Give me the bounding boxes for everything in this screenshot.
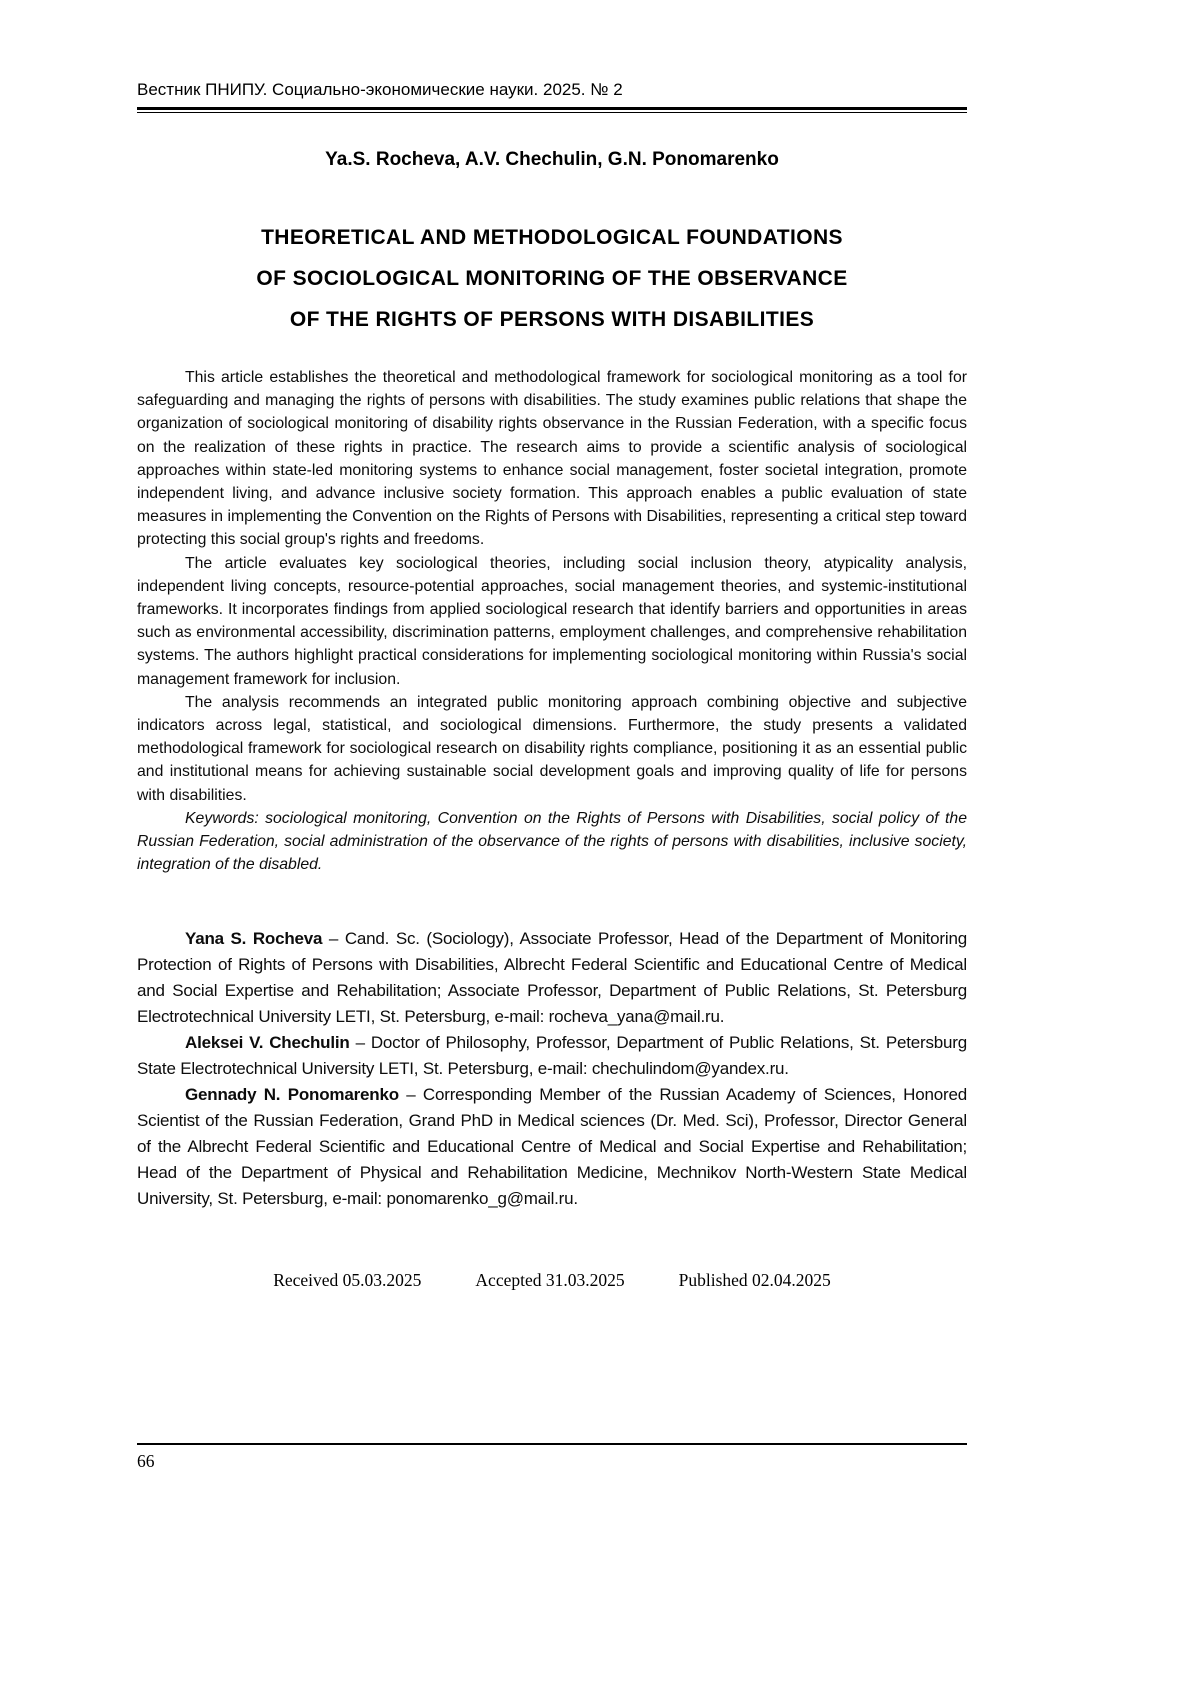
title-line-3: OF THE RIGHTS OF PERSONS WITH DISABILITIES: [289, 308, 815, 331]
page-footer: [137, 1443, 967, 1472]
author-bio-ponomarenko: [137, 1082, 967, 1212]
title-line-1: THEORETICAL AND METHODOLOGICAL FOUNDATIONS: [261, 226, 843, 249]
author-bio-name: Gennady N. Ponomarenko: [185, 1085, 399, 1105]
received-date: Received 05.03.2025: [273, 1270, 422, 1291]
author-bio-text: – Doctor of Philosophy, Professor, Department of Public Relations, St. Petersburg State Electrotechnical University LETI, St. Petersburg, e-mail: chechulindom@yandex.ru.: [137, 1033, 967, 1079]
article-dates: [137, 1270, 967, 1291]
abstract-paragraph-3: The analysis recommends an integrated public monitoring approach combining objective and subjective indicators across legal, statistical, and sociological dimensions. Furthermore, the study presents a validated methodological framework for sociological research on disability rights compliance, positioning it as an essential public and institutional means for achieving sustainable social development goals and improving quality of life for persons with disabilities.: [137, 693, 967, 804]
page-number: 66: [137, 1451, 155, 1471]
title-line-2: OF SOCIOLOGICAL MONITORING OF THE OBSERVANCE: [256, 267, 848, 290]
abstract-paragraph-1: This article establishes the theoretical and methodological framework for sociological monitoring as a tool for safeguarding and managing the rights of persons with disabilities. The study examines public relations that shape the organization of sociological monitoring of disability rights observance in the Russian Federation, with a specific focus on the realization of these rights in practice. The research aims to provide a scientific analysis of sociological approaches within state-led monitoring systems to enhance social management, foster societal integration, promote independent living, and advance inclusive society formation. This approach enables a public evaluation of state measures in implementing the Convention on the Rights of Persons with Disabilities, representing a critical step toward protecting this social group's rights and freedoms.: [137, 369, 967, 549]
page-content: [137, 0, 967, 1291]
journal-running-head: [137, 80, 967, 113]
header-rule-thick: [137, 107, 967, 110]
abstract-section: [137, 366, 967, 876]
authors-line: Ya.S. Rocheva, A.V. Chechulin, G.N. Ponomarenko: [325, 149, 779, 170]
journal-title: Вестник ПНИПУ. Социально-экономические науки. 2025. № 2: [137, 80, 623, 99]
header-rule-thin: [137, 112, 967, 113]
author-bio-text: – Cand. Sc. (Sociology), Associate Professor, Head of the Department of Monitoring Protection of Rights of Persons with Disabilities, Albrecht Federal Scientific and Educational Centre of Medical and Social Expertise and Rehabilitation; Associate Professor, Department of Public Relations, St. Petersburg Electrotechnical University LETI, St. Petersburg, e-mail: rocheva_yana@mail.ru.: [137, 929, 967, 1027]
author-bio-chechulin: [137, 1030, 967, 1082]
author-bio-text: – Corresponding Member of the Russian Academy of Sciences, Honored Scientist of the Russian Federation, Grand PhD in Medical sciences (Dr. Med. Sci), Professor, Director General of the Albrecht Federal Scientific and Educational Centre of Medical and Social Expertise and Rehabilitation; Head of the Department of Physical and Rehabilitation Medicine, Mechnikov North-Western State Medical University, St. Petersburg, e-mail: ponomarenko_g@mail.ru.: [137, 1085, 967, 1209]
published-date: Published 02.04.2025: [678, 1270, 831, 1291]
author-bio-name: Aleksei V. Chechulin: [185, 1033, 350, 1053]
keywords-text: sociological monitoring, Convention on the Rights of Persons with Disabilities, social policy of the Russian Federation, social administration of the observance of the rights of persons with disabilities, inclusive society, integration of the disabled.: [137, 809, 967, 874]
keywords-paragraph: [137, 807, 967, 877]
keywords-label: Keywords:: [185, 809, 259, 827]
author-bio-rocheva: [137, 926, 967, 1030]
abstract-paragraph-2: The article evaluates key sociological theories, including social inclusion theory, atypicality analysis, independent living concepts, resource-potential approaches, social management theories, and systemic-institutional frameworks. It incorporates findings from applied sociological research that identify barriers and opportunities in areas such as environmental accessibility, discrimination patterns, employment challenges, and comprehensive rehabilitation systems. The authors highlight practical considerations for implementing sociological monitoring within Russia's social management framework for inclusion.: [137, 554, 967, 688]
author-bio-name: Yana S. Rocheva: [185, 929, 323, 949]
article-title: [137, 217, 967, 340]
author-bios-section: [137, 926, 967, 1212]
accepted-date: Accepted 31.03.2025: [475, 1270, 625, 1291]
